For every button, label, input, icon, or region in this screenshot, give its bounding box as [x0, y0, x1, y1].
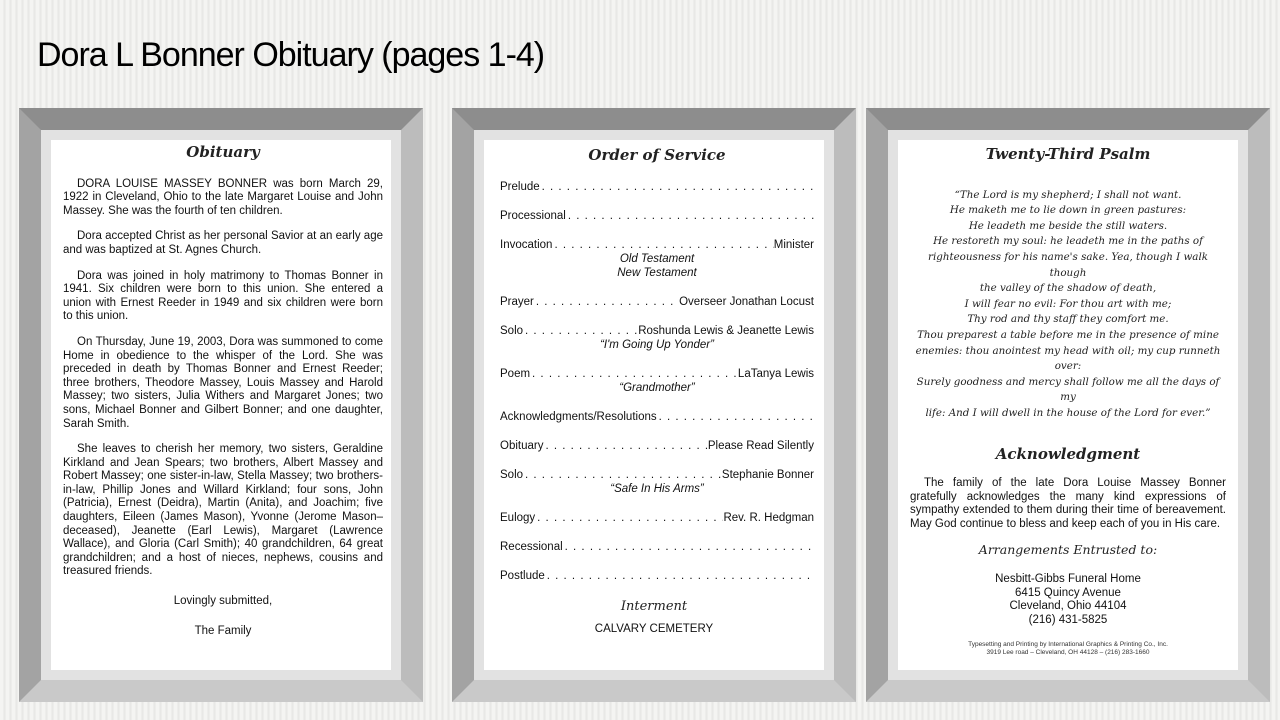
service-item-name: Postlude	[500, 570, 545, 582]
service-item-name: Prelude	[500, 181, 540, 193]
service-item	[500, 439, 814, 453]
service-item	[500, 410, 814, 424]
acknowledgment-text: The family of the late Dora Louise Massey Bonner gratefully acknowledges the many kind expressions of sympathy extended to them during their time of bereavement. May God continue to bless and keep each of you in His care.	[910, 477, 1226, 530]
service-item-detail: Roshunda Lewis & Jeanette Lewis	[638, 325, 814, 337]
funeral-home-line: (216) 431-5825	[1028, 613, 1108, 626]
service-item-name: Processional	[500, 210, 566, 222]
service-item	[500, 295, 814, 309]
order-of-service-heading: Order of Service	[588, 146, 726, 164]
service-line	[500, 569, 814, 583]
service-line	[500, 511, 814, 525]
service-item-name: Solo	[500, 325, 524, 337]
psalm-line: Thy rod and thy staff they comfort me.	[967, 313, 1169, 326]
service-leader-dots	[535, 511, 723, 525]
page-frame-psalm	[866, 108, 1270, 702]
psalm-line: enemies: thou anointest my head with oil; my cup runneth over:	[915, 344, 1221, 373]
service-list	[500, 180, 814, 583]
service-leader-dots	[534, 295, 679, 309]
signature-line: The Family	[194, 624, 252, 637]
service-item-subtitle: Old Testament	[619, 253, 695, 265]
service-item-subtitle: New Testament	[617, 267, 697, 279]
service-item	[500, 367, 814, 395]
service-leader-dots	[563, 540, 814, 554]
service-item-subtitle: “I'm Going Up Yonder”	[600, 339, 714, 351]
psalm-line: He restoreth my soul: he leadeth me in the paths of	[933, 235, 1203, 248]
service-item-detail: Please Read Silently	[707, 440, 814, 452]
service-leader-dots	[530, 367, 738, 381]
service-item-subtitle: “Grandmother”	[619, 382, 695, 394]
service-line	[500, 540, 814, 554]
funeral-home-line: Cleveland, Ohio 44104	[1009, 600, 1127, 613]
service-item	[500, 324, 814, 352]
obituary-paragraph-3: Dora was joined in holy matrimony to Thomas Bonner in 1941. Six children were born to this union. She entered a union with Ernest Reeder in 1949 and six children were born to this union.	[63, 269, 383, 323]
order-of-service-page	[484, 140, 824, 670]
service-item	[500, 569, 814, 583]
page-frame-obituary	[19, 108, 423, 702]
service-line	[500, 209, 814, 223]
psalm-line: He leadeth me beside the still waters.	[968, 219, 1168, 232]
service-item-subtitle: “Safe In His Arms”	[610, 483, 704, 495]
service-item	[500, 540, 814, 554]
psalm-line: the valley of the shadow of death,	[979, 282, 1157, 295]
service-item	[500, 468, 814, 496]
service-line	[500, 410, 814, 424]
service-leader-dots	[523, 324, 638, 338]
psalm-line: Thou preparest a table before me in the presence of mine	[917, 328, 1219, 341]
psalm-heading: Twenty-Third Psalm	[985, 145, 1151, 163]
service-leader-dots	[543, 439, 707, 453]
service-item-name: Recessional	[500, 541, 563, 553]
service-item-name: Invocation	[500, 239, 553, 251]
service-item	[500, 238, 814, 280]
service-leader-dots	[540, 180, 814, 194]
obituary-paragraph-4: On Thursday, June 19, 2003, Dora was summoned to come Home in obedience to the whisper of the Lord. She was preceded in death by Thomas Bonner and Ernest Reeder; three brothers, Theodore Massey, Louis Massey and Harold Massey; two sisters, Julia Withers and Margaret Jones; two sons, Michael Bonner and Gilbert Bonner; and one daughter, Sarah Smith.	[63, 335, 383, 430]
service-item-detail: Overseer Jonathan Locust	[679, 296, 814, 308]
service-line	[500, 180, 814, 194]
funeral-home-info	[910, 573, 1226, 627]
printer-line: 3919 Lee road – Cleveland, OH 44128 – (216) 283-1660	[986, 649, 1150, 657]
obituary-page	[51, 140, 391, 670]
service-item-name: Solo	[500, 469, 524, 481]
service-line	[500, 238, 814, 252]
service-item	[500, 180, 814, 194]
service-line	[500, 367, 814, 381]
service-leader-dots	[545, 569, 814, 583]
service-item	[500, 511, 814, 525]
service-item-detail: Minister	[773, 239, 814, 251]
interment-heading: Interment	[620, 599, 688, 614]
service-item-detail: LaTanya Lewis	[737, 368, 814, 380]
service-line	[500, 295, 814, 309]
arrangements-heading: Arrangements Entrusted to:	[978, 542, 1158, 558]
closing-line: Lovingly submitted,	[173, 595, 273, 608]
service-item-name: Prayer	[500, 296, 534, 308]
psalm-line: “The Lord is my shepherd; I shall not want.	[954, 188, 1182, 201]
interment-place: CALVARY CEMETERY	[594, 623, 714, 635]
obituary-heading: Obituary	[186, 143, 260, 161]
page-frame-order-of-service	[452, 108, 856, 702]
printer-credit	[910, 641, 1226, 657]
service-leader-dots	[657, 410, 814, 424]
funeral-home-line: Nesbitt-Gibbs Funeral Home	[995, 573, 1141, 586]
psalm-page	[898, 140, 1238, 670]
obituary-paragraph-5: She leaves to cherish her memory, two sisters, Geraldine Kirkland and Jean Spears; two brothers, Albert Massey and Robert Massey; one sister-in-law, Stella Massey; two brothers-in-law, Phillip Jones and Willard Kirkland; four sons, John (Patricia), Ernest (Deidra), Martin (Anita), and Joachim; five daughters, Eileen (James Mason), Yvonne (Jerome Mason–deceased), Jeanette (Earl Lewis), Margaret (Lawrence Wallace), and Gloria (Carl Smith); 40 grandchildren, 64 great grandchildren; and a host of nieces, nephews, cousins and treasured friends.	[63, 443, 383, 578]
obituary-paragraph-1: DORA LOUISE MASSEY BONNER was born March 29, 1922 in Cleveland, Ohio to the late Margaret Louise and John Massey. She was the fourth of ten children.	[63, 177, 383, 217]
service-item-detail: Rev. R. Hedgman	[723, 512, 814, 524]
psalm-line: righteousness for his name's sake. Yea, though I walk though	[928, 250, 1208, 279]
service-line	[500, 439, 814, 453]
service-item-name: Acknowledgments/Resolutions	[500, 411, 657, 423]
service-item-detail: Stephanie Bonner	[721, 469, 814, 481]
service-item	[500, 209, 814, 223]
service-leader-dots	[552, 238, 773, 252]
service-line	[500, 468, 814, 482]
psalm-line: I will fear no evil: For thou art with me;	[964, 297, 1172, 310]
service-leader-dots	[566, 209, 814, 223]
printer-line: Typesetting and Printing by International Graphics & Printing Co., Inc.	[968, 641, 1168, 649]
acknowledgment-heading: Acknowledgment	[995, 444, 1141, 463]
service-item-name: Poem	[500, 368, 531, 380]
obituary-paragraph-2: Dora accepted Christ as her personal Savior at an early age and was baptized at St. Agnes Church.	[63, 230, 383, 256]
funeral-home-line: 6415 Quincy Avenue	[1015, 586, 1121, 599]
service-item-name: Obituary	[500, 440, 544, 452]
service-item-name: Eulogy	[500, 512, 536, 524]
interment-section	[484, 600, 824, 636]
psalm-text	[910, 188, 1226, 422]
obituary-closing	[63, 595, 383, 638]
service-line	[500, 324, 814, 338]
service-leader-dots	[523, 468, 722, 482]
psalm-line: Surely goodness and mercy shall follow me all the days of my	[916, 375, 1220, 404]
slide-title: Dora L Bonner Obituary (pages 1-4)	[37, 36, 545, 74]
psalm-line: He maketh me to lie down in green pastures:	[949, 204, 1187, 217]
psalm-line: life: And I will dwell in the house of the Lord for ever.”	[925, 406, 1211, 419]
